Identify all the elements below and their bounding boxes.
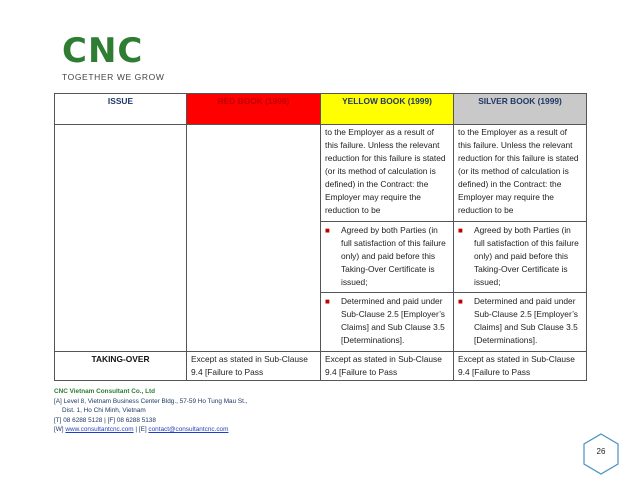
- cell-red-taking-over: Except as stated in Sub-Clause 9.4 [Failure to Pass: [187, 352, 321, 381]
- cell-issue-empty: [55, 125, 187, 352]
- list-item: ■ Agreed by both Parties (in full satisfaction of this failure only) and paid before this Taking-Over Certificate is issued;: [321, 221, 453, 292]
- website-link[interactable]: www.consultantcnc.com: [65, 426, 134, 434]
- silver-intro-text: to the Employer as a result of this failure. Unless the relevant reduction for this failure is stated (or its method of calculation is defined) in the Contract: the Employer may require the reduction to be: [458, 127, 579, 215]
- header-issue: ISSUE: [55, 94, 187, 125]
- header-red-book: RED BOOK (1999): [187, 94, 321, 125]
- cell-yellow-taking-over: Except as stated in Sub-Clause 9.4 [Failure to Pass: [321, 352, 454, 381]
- footer-phone: [T] 08 6288 5128 | [F] 08 6288 5138: [54, 416, 156, 424]
- comparison-table: [54, 93, 587, 381]
- table-header-row: [55, 94, 587, 125]
- footer-address: [A] Level 8, Vietnam Business Center Bldg., 57-59 Ho Tung Mau St.,: [54, 397, 248, 405]
- bullet-square-icon: ■: [458, 226, 463, 235]
- page-number: 26: [596, 447, 606, 456]
- logo-tagline: TOGETHER WE GROW: [62, 72, 165, 82]
- silver-bullet-list: [458, 221, 582, 350]
- footer-address-line2: Dist. 1, Ho Chi Minh, Vietnam: [62, 407, 146, 415]
- list-item: ■ Agreed by both Parties (in full satisfaction of this failure only) and paid before this Taking-Over Certificate is issued;: [454, 221, 586, 292]
- table-row: [55, 125, 587, 352]
- yellow-bullet-list: [325, 221, 449, 350]
- cell-red-empty: [187, 125, 321, 352]
- bullet-square-icon: ■: [325, 226, 330, 235]
- list-item: ■ Determined and paid under Sub-Clause 2.5 [Employer’s Claims] and Sub Clause 3.5 [Determinations].: [321, 292, 453, 350]
- header-silver-book: SILVER BOOK (1999): [454, 94, 587, 125]
- header-yellow-book: YELLOW BOOK (1999): [321, 94, 454, 125]
- cell-issue-taking-over: TAKING-OVER: [55, 352, 187, 381]
- footer-company: CNC Vietnam Consultant Co., Ltd: [54, 388, 156, 395]
- footer-web: [W] www.consultantcnc.com | [E] contact@consultantcnc.com: [54, 426, 229, 434]
- cell-silver-taking-over: Except as stated in Sub-Clause 9.4 [Failure to Pass: [454, 352, 587, 381]
- bullet-square-icon: ■: [458, 297, 463, 306]
- footer-contact: [54, 387, 248, 435]
- table-row: [55, 352, 587, 381]
- email-link[interactable]: contact@consultantcnc.com: [148, 426, 229, 434]
- logo-wordmark: CNC: [62, 31, 144, 71]
- cell-silver-text: [454, 125, 587, 352]
- list-item: ■ Determined and paid under Sub-Clause 2.5 [Employer’s Claims] and Sub Clause 3.5 [Determinations].: [454, 292, 586, 350]
- cell-yellow-text: [321, 125, 454, 352]
- yellow-intro-text: to the Employer as a result of this failure. Unless the relevant reduction for this failure is stated (or its method of calculation is defined) in the Contract: the Employer may require the reduction to be: [325, 127, 446, 215]
- bullet-square-icon: ■: [325, 297, 330, 306]
- company-logo: [62, 31, 165, 82]
